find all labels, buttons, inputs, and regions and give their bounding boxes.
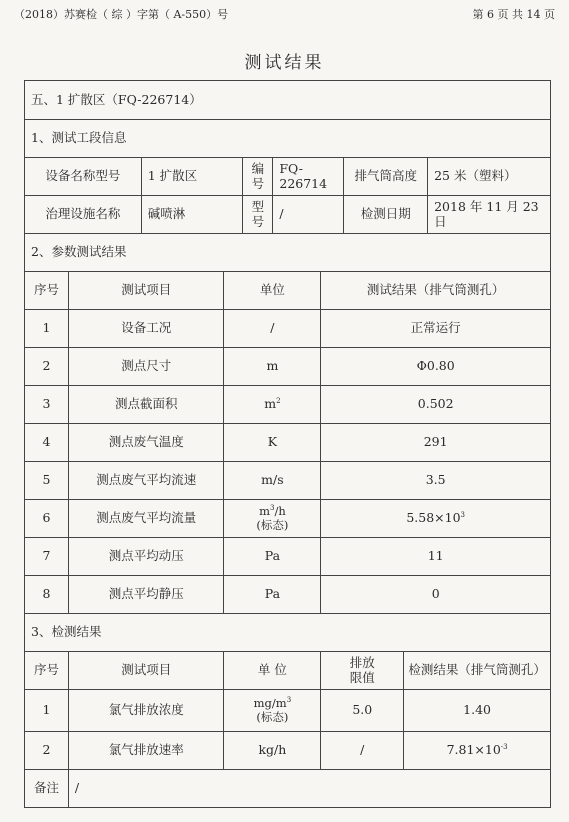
row-unit: Pa [224, 576, 321, 614]
table-row [25, 690, 551, 732]
row-result: 正常运行 [321, 310, 551, 348]
section2-title: 2、参数测试结果 [25, 234, 551, 272]
row-seq: 4 [25, 424, 69, 462]
row-result: 1.40 [404, 690, 551, 732]
row-unit: Pa [224, 538, 321, 576]
section1-row1 [25, 158, 551, 196]
row-result: 3.5 [321, 462, 551, 500]
table-row [25, 500, 551, 538]
row-result: 291 [321, 424, 551, 462]
header-seq: 序号 [25, 652, 69, 690]
row-result: 0.502 [321, 386, 551, 424]
label-treatment-facility: 治理设施名称 [25, 196, 142, 234]
section2-title-row [25, 234, 551, 272]
section1-title-row [25, 120, 551, 158]
label-equipment-model: 设备名称型号 [25, 158, 142, 196]
row-item: 氯气排放浓度 [68, 690, 224, 732]
row-item: 测点废气温度 [68, 424, 224, 462]
page-number: 第 6 页 共 14 页 [472, 8, 555, 21]
table-row [25, 310, 551, 348]
header-unit: 单 位 [224, 652, 321, 690]
row-item: 氯气排放速率 [68, 732, 224, 770]
remarks-label: 备注 [25, 770, 69, 808]
row-item: 测点截面积 [68, 386, 224, 424]
row-limit: / [321, 732, 404, 770]
row-unit: K [224, 424, 321, 462]
row-result: Φ0.80 [321, 348, 551, 386]
label-stack-height: 排气筒高度 [344, 158, 428, 196]
table-row [25, 576, 551, 614]
row-seq: 3 [25, 386, 69, 424]
header-seq: 序号 [25, 272, 69, 310]
header-item: 测试项目 [68, 272, 224, 310]
value-model: / [273, 196, 344, 234]
header-result: 测试结果（排气筒测孔） [321, 272, 551, 310]
row-seq: 1 [25, 310, 69, 348]
row-item: 测点平均静压 [68, 576, 224, 614]
table-row [25, 386, 551, 424]
row-item: 设备工况 [68, 310, 224, 348]
page-header [14, 6, 555, 22]
value-treatment-facility: 碱喷淋 [141, 196, 243, 234]
value-test-date: 2018 年 11 月 23 日 [428, 196, 551, 234]
table-row [25, 348, 551, 386]
row-unit: m/s [224, 462, 321, 500]
row-item: 测点废气平均流速 [68, 462, 224, 500]
section3-title-row [25, 614, 551, 652]
label-test-date: 检测日期 [344, 196, 428, 234]
row-result: $7.81\times 10^{-3}$ [404, 732, 551, 770]
table-row [25, 538, 551, 576]
row-item: 测点尺寸 [68, 348, 224, 386]
label-model: 型 号 [243, 196, 273, 234]
row-item: 测点废气平均流量 [68, 500, 224, 538]
document-number: （2018）苏赛检（ 综 ）字第（ A-550）号 [14, 8, 229, 21]
section3-header-row [25, 652, 551, 690]
remarks-row [25, 770, 551, 808]
row-unit: / [224, 310, 321, 348]
section-main-title: 五、1 扩散区（FQ-226714） [25, 81, 551, 120]
row-result: $5.58\times 10^3$ [321, 500, 551, 538]
value-stack-height: 25 米（塑料） [428, 158, 551, 196]
table-row [25, 462, 551, 500]
section1-row2 [25, 196, 551, 234]
section3-title: 3、检测结果 [25, 614, 551, 652]
table-row [25, 732, 551, 770]
table-row [25, 424, 551, 462]
value-serial-no: FQ-226714 [273, 158, 344, 196]
results-table [24, 80, 551, 808]
row-result: 0 [321, 576, 551, 614]
header-unit: 单位 [224, 272, 321, 310]
section1-title: 1、测试工段信息 [25, 120, 551, 158]
header-limit: 排放 限值 [321, 652, 404, 690]
row-unit: $m^3/h$ (标态) [224, 500, 321, 538]
row-seq: 5 [25, 462, 69, 500]
value-equipment-model: 1 扩散区 [141, 158, 243, 196]
section-main-row [25, 81, 551, 120]
row-seq: 7 [25, 538, 69, 576]
row-unit: $m^2$ [224, 386, 321, 424]
row-seq: 1 [25, 690, 69, 732]
section2-header-row [25, 272, 551, 310]
row-seq: 6 [25, 500, 69, 538]
row-seq: 8 [25, 576, 69, 614]
header-result: 检测结果（排气筒测孔） [404, 652, 551, 690]
row-unit: $mg/m^3$ (标态) [224, 690, 321, 732]
row-seq: 2 [25, 348, 69, 386]
row-limit: 5.0 [321, 690, 404, 732]
label-serial-no: 编 号 [243, 158, 273, 196]
page-title: 测试结果 [244, 53, 325, 73]
remarks-value: / [68, 770, 550, 808]
row-result: 11 [321, 538, 551, 576]
row-seq: 2 [25, 732, 69, 770]
row-item: 测点平均动压 [68, 538, 224, 576]
row-unit: m [224, 348, 321, 386]
header-item: 测试项目 [68, 652, 224, 690]
row-unit: kg/h [224, 732, 321, 770]
